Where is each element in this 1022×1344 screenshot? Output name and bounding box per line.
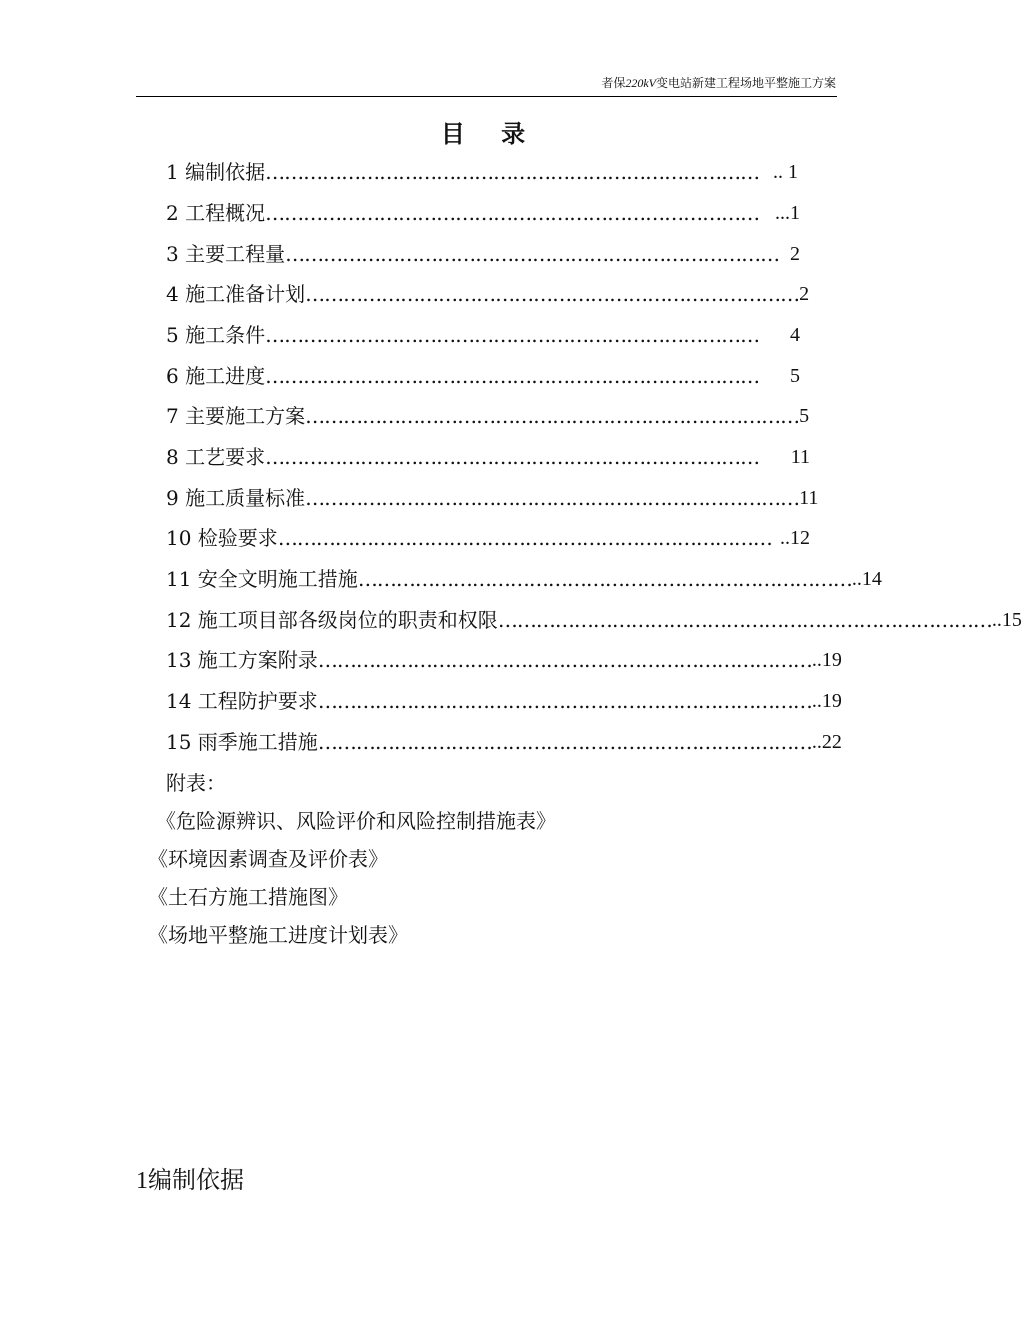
toc-page-number: .. 1 [773,161,798,183]
toc-entry-label: 7 主要施工方案 [166,404,306,428]
toc-leader-dots: …………………………………………………………………… [265,364,760,388]
toc-leader-dots: …………………………………………………………………… [497,608,992,632]
appendix-item: 《环境因素调查及评价表》 [148,847,388,871]
toc-entry[interactable] [166,482,819,514]
toc-leader-dots: …………………………………………………………………… [265,445,760,469]
toc-page-number: 5 [790,365,800,387]
toc-leader-dots: …………………………………………………………………… [265,160,760,184]
toc-leader-dots: …………………………………………………………………… [285,242,780,266]
appendix-item: 《危险源辨识、风险评价和风险控制措施表》 [156,809,556,833]
toc-leader-dots: …………………………………………………………………… [317,648,812,672]
toc-entry-label: 6 施工进度 [166,364,266,388]
toc-entry[interactable] [166,441,810,473]
toc-page-number: 2 [790,243,800,265]
toc-leader-dots: …………………………………………………………………… [305,486,800,510]
toc-entry-label: 13 施工方案附录 [166,648,318,672]
toc-entry-label: 5 施工条件 [166,323,266,347]
toc-leader-dots: …………………………………………………………………… [277,526,772,550]
toc-entry-label: 15 雨季施工措施 [166,730,318,754]
toc-page-number: ..19 [811,649,842,671]
toc-leader-dots: …………………………………………………………………… [317,689,812,713]
toc-page-number: ..19 [811,690,842,712]
toc-entry-label: 1 编制依据 [166,160,266,184]
toc-entry[interactable] [166,604,1022,636]
toc-entry-label: 8 工艺要求 [166,445,266,469]
toc-entry-label: 10 检验要求 [166,526,278,550]
toc-entry[interactable] [166,156,798,188]
header-prefix: 者保 [601,76,626,90]
toc-entry[interactable] [166,400,810,432]
toc-title: 目 录 [440,120,540,148]
toc-entry[interactable] [166,685,842,717]
toc-entry[interactable] [166,644,842,676]
toc-entry[interactable] [166,278,810,310]
toc-leader-dots: …………………………………………………………………… [265,201,760,225]
toc-entry[interactable] [166,238,800,270]
toc-entry[interactable] [166,563,882,595]
section-heading [136,1160,244,1195]
toc-page-number: 11 [799,487,819,509]
toc-page-number: ..14 [851,568,882,590]
toc-entry[interactable] [166,522,810,554]
toc-entry[interactable] [166,360,800,392]
toc-leader-dots: …………………………………………………………………… [317,730,812,754]
toc-entry-label: 4 施工准备计划 [166,282,306,306]
toc-page-number: 4 [790,324,800,346]
toc-page-number: ..15 [991,609,1022,631]
toc-entry[interactable] [166,197,800,229]
toc-page-number: 5 [799,405,810,427]
toc-entry-label: 2 工程概况 [166,201,266,225]
toc-entry-label: 9 施工质量标准 [166,486,306,510]
toc-leader-dots: …………………………………………………………………… [305,282,800,306]
toc-page-number: ...1 [775,202,800,224]
toc-entry-label: 12 施工项目部各级岗位的职责和权限 [166,608,498,632]
section-title: 编制依据 [148,1166,244,1194]
appendix-heading: 附表： [166,771,226,795]
header-rule [136,96,837,97]
section-number: 1 [136,1168,148,1194]
header-voltage: 220kV [625,76,656,90]
appendix-item: 《土石方施工措施图》 [148,885,348,909]
toc-entry[interactable] [166,726,842,758]
toc-entry-label: 11 安全文明施工措施 [166,567,358,591]
toc-page-number: 2 [799,283,810,305]
toc-leader-dots: …………………………………………………………………… [305,404,800,428]
toc-entry-label: 14 工程防护要求 [166,689,318,713]
toc-leader-dots: …………………………………………………………………… [265,323,760,347]
toc-entry[interactable] [166,319,800,351]
toc-page-number: 11 [790,446,810,468]
appendix-item: 《场地平整施工进度计划表》 [148,923,408,947]
toc-page-number: ..12 [780,527,810,549]
header-suffix: 变电站新建工程场地平整施工方案 [655,76,836,90]
toc-entry-label: 3 主要工程量 [166,242,286,266]
toc-page-number: ..22 [811,731,842,753]
toc-leader-dots: …………………………………………………………………… [357,567,852,591]
running-header [136,74,836,94]
